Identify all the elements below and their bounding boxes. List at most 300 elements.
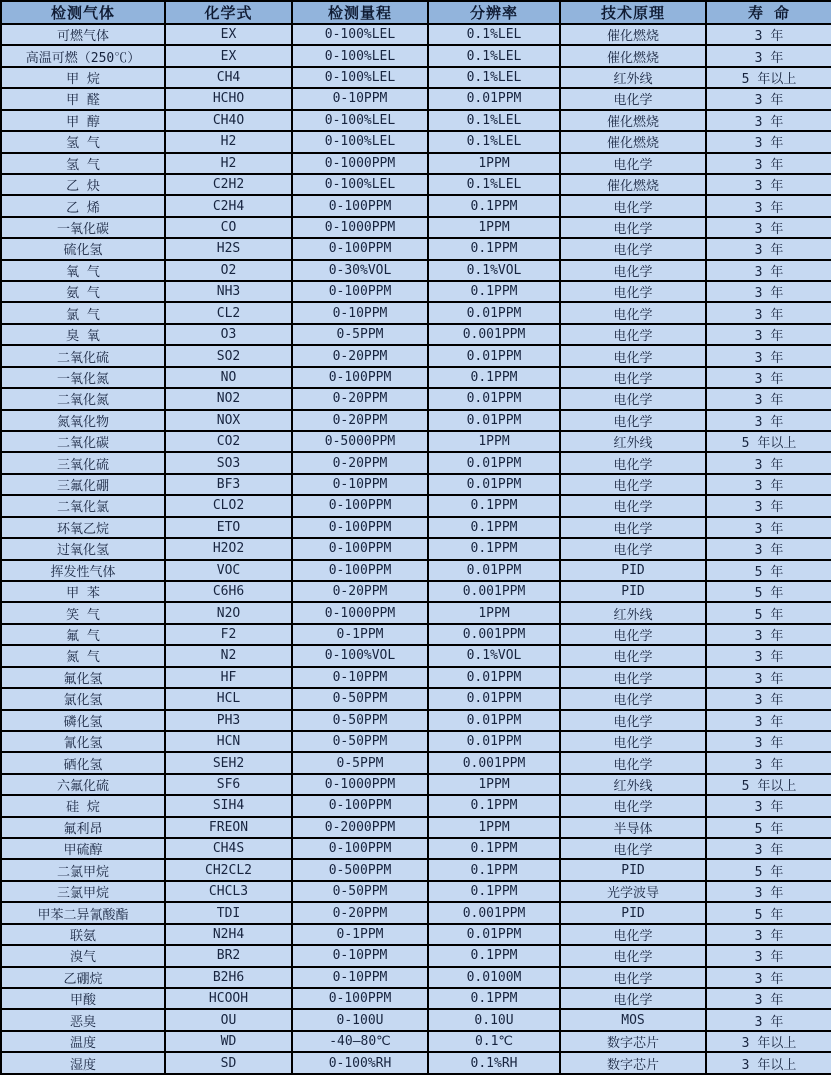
cell-detection-range: 0-1PPM: [292, 924, 428, 945]
table-row: [1, 645, 831, 666]
cell-lifespan: 3 年: [706, 452, 831, 473]
cell-resolution: 1PPM: [428, 431, 560, 452]
cell-technical-principle: 电化学: [560, 324, 706, 345]
cell-technical-principle: 电化学: [560, 388, 706, 409]
cell-lifespan: 5 年以上: [706, 67, 831, 88]
cell-chemical-formula: F2: [165, 624, 292, 645]
cell-lifespan: 3 年: [706, 45, 831, 66]
table-row: [1, 1031, 831, 1052]
cell-gas-name: 笑 气: [1, 602, 165, 623]
cell-gas-name: 一氧化氮: [1, 367, 165, 388]
cell-chemical-formula: HCL: [165, 688, 292, 709]
cell-chemical-formula: SO3: [165, 452, 292, 473]
table-row: [1, 581, 831, 602]
table-row: [1, 838, 831, 859]
cell-chemical-formula: CH4S: [165, 838, 292, 859]
cell-gas-name: 环氧乙烷: [1, 517, 165, 538]
cell-chemical-formula: CHCL3: [165, 881, 292, 902]
table-row: [1, 624, 831, 645]
cell-detection-range: 0-10PPM: [292, 474, 428, 495]
cell-detection-range: 0-100%VOL: [292, 645, 428, 666]
cell-detection-range: 0-100U: [292, 1009, 428, 1030]
cell-gas-name: 臭 氧: [1, 324, 165, 345]
cell-resolution: 0.1%VOL: [428, 260, 560, 281]
table-row: [1, 238, 831, 259]
cell-detection-range: 0-1000PPM: [292, 602, 428, 623]
cell-technical-principle: 电化学: [560, 667, 706, 688]
cell-chemical-formula: CO: [165, 217, 292, 238]
cell-chemical-formula: C6H6: [165, 581, 292, 602]
cell-technical-principle: 电化学: [560, 988, 706, 1009]
cell-detection-range: 0-100PPM: [292, 281, 428, 302]
cell-resolution: 0.001PPM: [428, 752, 560, 773]
cell-gas-name: 二氧化氮: [1, 388, 165, 409]
cell-resolution: 0.1PPM: [428, 517, 560, 538]
table-row: [1, 131, 831, 152]
cell-resolution: 1PPM: [428, 602, 560, 623]
cell-lifespan: 3 年: [706, 217, 831, 238]
cell-gas-name: 二氧化碳: [1, 431, 165, 452]
cell-chemical-formula: N2H4: [165, 924, 292, 945]
cell-resolution: 0.001PPM: [428, 902, 560, 923]
cell-lifespan: 3 年: [706, 281, 831, 302]
cell-technical-principle: 电化学: [560, 645, 706, 666]
cell-technical-principle: 电化学: [560, 945, 706, 966]
cell-detection-range: 0-10PPM: [292, 967, 428, 988]
cell-gas-name: 乙 烯: [1, 195, 165, 216]
cell-technical-principle: PID: [560, 581, 706, 602]
cell-resolution: 0.1PPM: [428, 795, 560, 816]
table-row: [1, 988, 831, 1009]
cell-resolution: 0.01PPM: [428, 410, 560, 431]
cell-gas-name: 硒化氢: [1, 752, 165, 773]
cell-gas-name: 湿度: [1, 1052, 165, 1074]
cell-chemical-formula: CH2CL2: [165, 859, 292, 880]
cell-technical-principle: 电化学: [560, 517, 706, 538]
cell-technical-principle: 电化学: [560, 410, 706, 431]
cell-detection-range: 0-20PPM: [292, 581, 428, 602]
cell-technical-principle: PID: [560, 859, 706, 880]
cell-technical-principle: 数字芯片: [560, 1031, 706, 1052]
table-row: [1, 945, 831, 966]
cell-resolution: 0.10U: [428, 1009, 560, 1030]
cell-detection-range: 0-1000PPM: [292, 774, 428, 795]
cell-gas-name: 氟 气: [1, 624, 165, 645]
table-row: [1, 24, 831, 45]
cell-technical-principle: 电化学: [560, 345, 706, 366]
cell-gas-name: 氧 气: [1, 260, 165, 281]
table-row: [1, 602, 831, 623]
table-row: [1, 452, 831, 473]
cell-technical-principle: 催化燃烧: [560, 110, 706, 131]
table-row: [1, 302, 831, 323]
cell-chemical-formula: OU: [165, 1009, 292, 1030]
cell-detection-range: 0-1PPM: [292, 624, 428, 645]
cell-chemical-formula: SF6: [165, 774, 292, 795]
cell-lifespan: 3 年: [706, 302, 831, 323]
cell-detection-range: 0-100PPM: [292, 517, 428, 538]
cell-resolution: 0.1PPM: [428, 495, 560, 516]
cell-lifespan: 3 年: [706, 538, 831, 559]
cell-detection-range: 0-100PPM: [292, 495, 428, 516]
cell-gas-name: 甲 醇: [1, 110, 165, 131]
cell-chemical-formula: PH3: [165, 710, 292, 731]
cell-lifespan: 3 年: [706, 260, 831, 281]
table-row: [1, 345, 831, 366]
cell-lifespan: 3 年: [706, 838, 831, 859]
cell-chemical-formula: HF: [165, 667, 292, 688]
cell-gas-name: 氨 气: [1, 281, 165, 302]
cell-gas-name: 恶臭: [1, 1009, 165, 1030]
cell-technical-principle: 红外线: [560, 431, 706, 452]
cell-detection-range: 0-100%LEL: [292, 131, 428, 152]
cell-technical-principle: 催化燃烧: [560, 45, 706, 66]
cell-detection-range: 0-10PPM: [292, 667, 428, 688]
cell-lifespan: 3 年: [706, 324, 831, 345]
cell-chemical-formula: BF3: [165, 474, 292, 495]
cell-lifespan: 5 年: [706, 602, 831, 623]
table-row: [1, 495, 831, 516]
cell-detection-range: 0-5PPM: [292, 324, 428, 345]
cell-lifespan: 3 年: [706, 238, 831, 259]
cell-gas-name: 甲酸: [1, 988, 165, 1009]
cell-chemical-formula: SO2: [165, 345, 292, 366]
cell-resolution: 1PPM: [428, 217, 560, 238]
cell-gas-name: 氟化氢: [1, 667, 165, 688]
cell-detection-range: 0-50PPM: [292, 710, 428, 731]
cell-lifespan: 3 年: [706, 517, 831, 538]
table-row: [1, 752, 831, 773]
cell-lifespan: 3 年: [706, 474, 831, 495]
column-header-resolution: 分辨率: [428, 1, 560, 24]
cell-technical-principle: 电化学: [560, 217, 706, 238]
cell-detection-range: 0-1000PPM: [292, 217, 428, 238]
cell-resolution: 0.001PPM: [428, 624, 560, 645]
cell-gas-name: 乙硼烷: [1, 967, 165, 988]
cell-gas-name: 二氧化硫: [1, 345, 165, 366]
cell-gas-name: 甲苯二异氰酸酯: [1, 902, 165, 923]
cell-chemical-formula: CLO2: [165, 495, 292, 516]
cell-detection-range: 0-100PPM: [292, 195, 428, 216]
cell-lifespan: 5 年: [706, 581, 831, 602]
table-row: [1, 45, 831, 66]
cell-resolution: 0.01PPM: [428, 710, 560, 731]
cell-gas-name: 三氧化硫: [1, 452, 165, 473]
cell-resolution: 0.01PPM: [428, 345, 560, 366]
cell-resolution: 0.001PPM: [428, 324, 560, 345]
column-header-detection-range: 检测量程: [292, 1, 428, 24]
cell-gas-name: 溴气: [1, 945, 165, 966]
table-row: [1, 153, 831, 174]
cell-lifespan: 3 年: [706, 624, 831, 645]
cell-resolution: 0.001PPM: [428, 581, 560, 602]
cell-gas-name: 氢 气: [1, 131, 165, 152]
cell-chemical-formula: BR2: [165, 945, 292, 966]
table-row: [1, 881, 831, 902]
cell-resolution: 0.1PPM: [428, 538, 560, 559]
cell-chemical-formula: H2: [165, 131, 292, 152]
cell-technical-principle: 催化燃烧: [560, 131, 706, 152]
cell-gas-name: 乙 炔: [1, 174, 165, 195]
cell-resolution: 0.1%LEL: [428, 45, 560, 66]
cell-chemical-formula: TDI: [165, 902, 292, 923]
cell-lifespan: 3 年: [706, 153, 831, 174]
cell-gas-name: 甲 烷: [1, 67, 165, 88]
cell-resolution: 0.1PPM: [428, 988, 560, 1009]
cell-resolution: 0.01PPM: [428, 388, 560, 409]
cell-resolution: 0.1%VOL: [428, 645, 560, 666]
column-header-lifespan: 寿 命: [706, 1, 831, 24]
table-body: [1, 24, 831, 1074]
table-row: [1, 388, 831, 409]
cell-resolution: 0.1%LEL: [428, 67, 560, 88]
cell-lifespan: 3 年: [706, 110, 831, 131]
cell-chemical-formula: H2: [165, 153, 292, 174]
cell-chemical-formula: N2: [165, 645, 292, 666]
cell-lifespan: 5 年: [706, 859, 831, 880]
cell-resolution: 0.1PPM: [428, 238, 560, 259]
cell-detection-range: 0-20PPM: [292, 410, 428, 431]
table-row: [1, 538, 831, 559]
cell-resolution: 0.0100M: [428, 967, 560, 988]
cell-lifespan: 3 年: [706, 667, 831, 688]
cell-gas-name: 一氧化碳: [1, 217, 165, 238]
cell-detection-range: 0-100%LEL: [292, 45, 428, 66]
cell-technical-principle: 电化学: [560, 281, 706, 302]
cell-lifespan: 3 年: [706, 731, 831, 752]
table-row: [1, 795, 831, 816]
cell-gas-name: 可燃气体: [1, 24, 165, 45]
cell-technical-principle: 电化学: [560, 752, 706, 773]
cell-detection-range: 0-100PPM: [292, 238, 428, 259]
cell-technical-principle: MOS: [560, 1009, 706, 1030]
cell-technical-principle: 电化学: [560, 495, 706, 516]
cell-detection-range: 0-100%LEL: [292, 174, 428, 195]
table-row: [1, 1009, 831, 1030]
cell-gas-name: 二氯甲烷: [1, 859, 165, 880]
cell-chemical-formula: C2H2: [165, 174, 292, 195]
cell-technical-principle: 电化学: [560, 838, 706, 859]
cell-detection-range: 0-100PPM: [292, 838, 428, 859]
cell-resolution: 0.1PPM: [428, 195, 560, 216]
table-row: [1, 1, 831, 24]
cell-gas-name: 三氟化硼: [1, 474, 165, 495]
cell-detection-range: 0-20PPM: [292, 345, 428, 366]
cell-lifespan: 3 年: [706, 195, 831, 216]
table-row: [1, 560, 831, 581]
cell-chemical-formula: FREON: [165, 817, 292, 838]
table-row: [1, 67, 831, 88]
cell-technical-principle: 红外线: [560, 67, 706, 88]
cell-chemical-formula: EX: [165, 24, 292, 45]
cell-chemical-formula: VOC: [165, 560, 292, 581]
cell-chemical-formula: C2H4: [165, 195, 292, 216]
cell-gas-name: 甲 苯: [1, 581, 165, 602]
cell-detection-range: 0-100PPM: [292, 560, 428, 581]
cell-lifespan: 3 年: [706, 388, 831, 409]
cell-lifespan: 5 年: [706, 560, 831, 581]
cell-gas-name: 三氯甲烷: [1, 881, 165, 902]
cell-lifespan: 5 年以上: [706, 431, 831, 452]
table-row: [1, 710, 831, 731]
cell-gas-name: 磷化氢: [1, 710, 165, 731]
cell-detection-range: 0-100%LEL: [292, 24, 428, 45]
table-row: [1, 667, 831, 688]
cell-resolution: 0.1%LEL: [428, 110, 560, 131]
cell-resolution: 1PPM: [428, 817, 560, 838]
cell-gas-name: 氮氧化物: [1, 410, 165, 431]
cell-resolution: 0.01PPM: [428, 452, 560, 473]
cell-chemical-formula: HCHO: [165, 88, 292, 109]
cell-lifespan: 3 年: [706, 967, 831, 988]
cell-chemical-formula: N2O: [165, 602, 292, 623]
cell-lifespan: 3 年: [706, 881, 831, 902]
table-row: [1, 1052, 831, 1074]
cell-technical-principle: 电化学: [560, 731, 706, 752]
cell-resolution: 0.1PPM: [428, 367, 560, 388]
cell-chemical-formula: B2H6: [165, 967, 292, 988]
cell-technical-principle: 电化学: [560, 88, 706, 109]
cell-resolution: 0.01PPM: [428, 667, 560, 688]
cell-resolution: 0.01PPM: [428, 474, 560, 495]
cell-chemical-formula: EX: [165, 45, 292, 66]
cell-resolution: 0.01PPM: [428, 560, 560, 581]
cell-lifespan: 3 年: [706, 645, 831, 666]
table-row: [1, 195, 831, 216]
cell-technical-principle: 催化燃烧: [560, 174, 706, 195]
table-row: [1, 367, 831, 388]
cell-resolution: 0.01PPM: [428, 302, 560, 323]
cell-resolution: 1PPM: [428, 774, 560, 795]
cell-technical-principle: 电化学: [560, 924, 706, 945]
cell-gas-name: 氮 气: [1, 645, 165, 666]
cell-technical-principle: 电化学: [560, 302, 706, 323]
table-row: [1, 902, 831, 923]
cell-detection-range: 0-50PPM: [292, 688, 428, 709]
cell-resolution: 0.01PPM: [428, 688, 560, 709]
cell-chemical-formula: WD: [165, 1031, 292, 1052]
table-row: [1, 431, 831, 452]
cell-resolution: 0.1%LEL: [428, 131, 560, 152]
cell-detection-range: 0-20PPM: [292, 452, 428, 473]
cell-lifespan: 3 年: [706, 88, 831, 109]
cell-lifespan: 5 年: [706, 817, 831, 838]
cell-lifespan: 3 年: [706, 345, 831, 366]
table-row: [1, 688, 831, 709]
table-row: [1, 774, 831, 795]
cell-chemical-formula: SEH2: [165, 752, 292, 773]
cell-technical-principle: 催化燃烧: [560, 24, 706, 45]
table-row: [1, 967, 831, 988]
cell-technical-principle: 电化学: [560, 710, 706, 731]
cell-lifespan: 3 年: [706, 710, 831, 731]
cell-detection-range: 0-1000PPM: [292, 153, 428, 174]
cell-lifespan: 3 年: [706, 367, 831, 388]
cell-gas-name: 氯化氢: [1, 688, 165, 709]
cell-technical-principle: 电化学: [560, 153, 706, 174]
cell-lifespan: 3 年: [706, 24, 831, 45]
table-row: [1, 817, 831, 838]
cell-technical-principle: 电化学: [560, 795, 706, 816]
cell-gas-name: 挥发性气体: [1, 560, 165, 581]
cell-technical-principle: 电化学: [560, 452, 706, 473]
cell-technical-principle: 电化学: [560, 538, 706, 559]
table-row: [1, 324, 831, 345]
cell-lifespan: 3 年: [706, 174, 831, 195]
cell-detection-range: 0-2000PPM: [292, 817, 428, 838]
cell-technical-principle: 电化学: [560, 474, 706, 495]
table-row: [1, 859, 831, 880]
cell-lifespan: 3 年: [706, 945, 831, 966]
table-row: [1, 281, 831, 302]
cell-resolution: 0.1%RH: [428, 1052, 560, 1074]
cell-detection-range: 0-500PPM: [292, 859, 428, 880]
cell-detection-range: 0-100%LEL: [292, 110, 428, 131]
cell-chemical-formula: NO2: [165, 388, 292, 409]
cell-resolution: 0.1PPM: [428, 945, 560, 966]
cell-technical-principle: 数字芯片: [560, 1052, 706, 1074]
cell-lifespan: 5 年: [706, 902, 831, 923]
cell-chemical-formula: H2O2: [165, 538, 292, 559]
cell-detection-range: 0-30%VOL: [292, 260, 428, 281]
table-row: [1, 410, 831, 431]
cell-resolution: 0.1PPM: [428, 881, 560, 902]
cell-technical-principle: PID: [560, 560, 706, 581]
cell-detection-range: -40—80℃: [292, 1031, 428, 1052]
cell-gas-name: 温度: [1, 1031, 165, 1052]
cell-gas-name: 过氧化氢: [1, 538, 165, 559]
cell-detection-range: 0-20PPM: [292, 388, 428, 409]
cell-detection-range: 0-100%RH: [292, 1052, 428, 1074]
table-header-row: [1, 1, 831, 24]
cell-technical-principle: 电化学: [560, 367, 706, 388]
cell-technical-principle: 红外线: [560, 774, 706, 795]
cell-gas-name: 联氨: [1, 924, 165, 945]
cell-lifespan: 3 年: [706, 795, 831, 816]
column-header-gas-name: 检测气体: [1, 1, 165, 24]
cell-resolution: 0.1PPM: [428, 838, 560, 859]
cell-detection-range: 0-20PPM: [292, 902, 428, 923]
cell-lifespan: 3 年: [706, 752, 831, 773]
cell-gas-name: 甲 醛: [1, 88, 165, 109]
cell-technical-principle: 电化学: [560, 688, 706, 709]
cell-gas-name: 氰化氢: [1, 731, 165, 752]
cell-chemical-formula: O2: [165, 260, 292, 281]
cell-detection-range: 0-10PPM: [292, 302, 428, 323]
cell-detection-range: 0-10PPM: [292, 88, 428, 109]
cell-lifespan: 3 年: [706, 410, 831, 431]
table-row: [1, 260, 831, 281]
cell-technical-principle: 电化学: [560, 967, 706, 988]
table-row: [1, 110, 831, 131]
cell-lifespan: 3 年以上: [706, 1031, 831, 1052]
cell-technical-principle: 电化学: [560, 624, 706, 645]
cell-lifespan: 3 年: [706, 924, 831, 945]
cell-detection-range: 0-100PPM: [292, 795, 428, 816]
cell-chemical-formula: CL2: [165, 302, 292, 323]
cell-detection-range: 0-10PPM: [292, 945, 428, 966]
table-row: [1, 174, 831, 195]
cell-chemical-formula: NO: [165, 367, 292, 388]
table-row: [1, 217, 831, 238]
cell-lifespan: 3 年: [706, 688, 831, 709]
cell-lifespan: 3 年以上: [706, 1052, 831, 1074]
cell-chemical-formula: HCOOH: [165, 988, 292, 1009]
cell-resolution: 0.01PPM: [428, 88, 560, 109]
cell-chemical-formula: HCN: [165, 731, 292, 752]
cell-gas-name: 甲硫醇: [1, 838, 165, 859]
cell-chemical-formula: CH4: [165, 67, 292, 88]
